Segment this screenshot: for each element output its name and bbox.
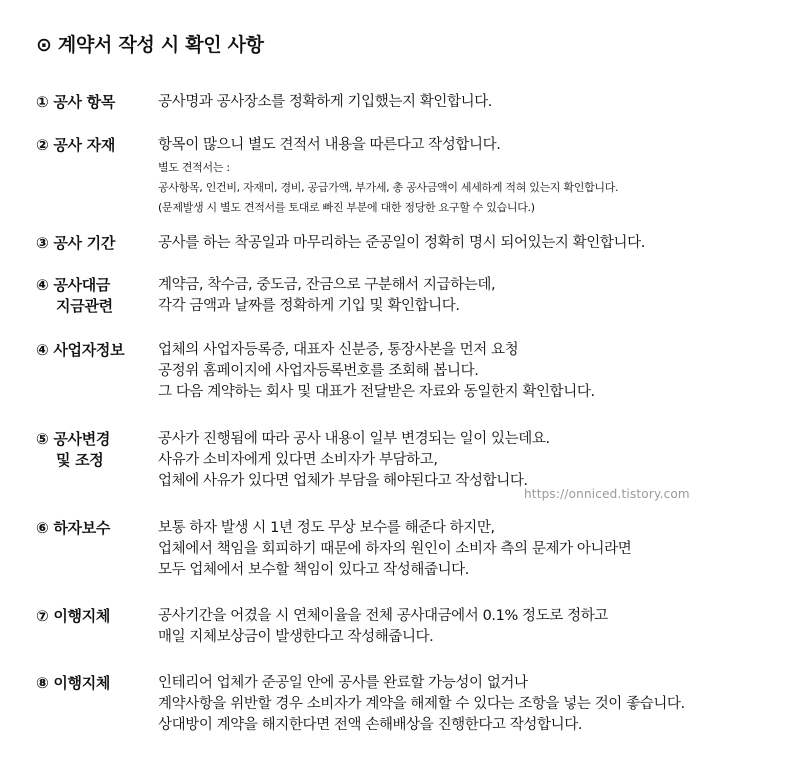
body-line: 모두 업체에서 보수할 책임이 있다고 작성해줍니다. [158,562,470,578]
body-line: 매일 지체보상금이 발생한다고 작성해줍니다. [158,629,434,645]
body-line: 업체의 사업자등록증, 대표자 신분증, 통장사본을 먼저 요청 [158,342,519,358]
note-line: 공사항목, 인건비, 자재미, 경비, 공급가액, 부가세, 총 공사금액이 세세하게 적혀 있는지 확인합니다. [158,181,619,194]
section-body [158,275,778,317]
section-label-line: ⑥ 하자보수 [36,519,111,537]
section-label-line: 및 조정 [56,451,104,469]
body-line: 공사가 진행됨에 따라 공사 내용이 일부 변경되는 일이 있는데요. [158,431,550,447]
page-title: ⊙ 계약서 작성 시 확인 사항 [36,34,264,56]
section-body [158,92,778,113]
section-label [36,233,154,254]
section-label [36,429,154,471]
body-line: 보통 하자 발생 시 1년 정도 무상 보수를 해준다 하지만, [158,520,495,536]
body-line: 공사를 하는 착공일과 마무리하는 준공일이 정확히 명시 되어있는지 확인합니다. [158,235,645,251]
body-line: 각각 금액과 날짜를 정확하게 기입 및 확인합니다. [158,298,460,314]
body-line: 인테리어 업체가 준공일 안에 공사를 완료할 가능성이 없거나 [158,675,528,691]
section-body [158,673,778,736]
section-label [36,673,154,694]
body-line: 계약사항을 위반할 경우 소비자가 계약을 해제할 수 있다는 조항을 넣는 것이 좋습니다. [158,696,685,712]
section-body [158,606,778,648]
section-label-line: ① 공사 항목 [36,93,116,111]
section-body [158,518,778,581]
body-line: 그 다음 계약하는 회사 및 대표가 전달받은 자료와 동일한지 확인합니다. [158,384,595,400]
section-label-line: ④ 공사대금 [36,276,111,294]
body-line: 업체에 사유가 있다면 업체가 부담을 해야된다고 작성합니다. [158,473,528,489]
body-line: 항목이 많으니 별도 견적서 내용을 따른다고 작성합니다. [158,137,501,153]
section-label-line: ⑦ 이행지체 [36,607,111,625]
body-line: 상대방이 계약을 해지한다면 전액 손해배상을 진행한다고 작성합니다. [158,717,583,733]
note-line: (문제발생 시 별도 견적서를 토대로 빠진 부분에 대한 정당한 요구할 수 있습니다.) [158,201,535,214]
section-label-line: ⑧ 이행지체 [36,674,111,692]
section-label [36,518,154,539]
section-body [158,135,778,218]
section-label-line: ③ 공사 기간 [36,234,116,252]
section-label [36,340,154,361]
watermark: https://onniced.tistory.com [524,487,690,501]
body-line: 공사명과 공사장소를 정확하게 기입했는지 확인합니다. [158,94,493,110]
body-line: 공사기간을 어겼을 시 연체이율을 전체 공사대금에서 0.1% 정도로 정하고 [158,608,608,624]
section-label-line: ② 공사 자재 [36,136,116,154]
section-label [36,135,154,156]
section-label-line: ⑤ 공사변경 [36,430,111,448]
section-body [158,340,778,403]
section-label [36,606,154,627]
section-label-line: ④ 사업자정보 [36,341,125,359]
body-line: 공정위 홈페이지에 사업자등록번호를 조회해 봅니다. [158,363,479,379]
note-line: 별도 견적서는 : [158,161,230,174]
body-line: 업체에서 책임을 회피하기 때문에 하자의 원인이 소비자 측의 문제가 아니라면 [158,541,632,557]
body-line: 계약금, 착수금, 중도금, 잔금으로 구분해서 지급하는데, [158,277,496,293]
section-label [36,275,154,317]
section-label [36,92,154,113]
section-label-line: 지금관련 [56,297,113,315]
body-line: 사유가 소비자에게 있다면 소비자가 부담하고, [158,452,438,468]
section-body [158,429,778,492]
section-body [158,233,778,254]
